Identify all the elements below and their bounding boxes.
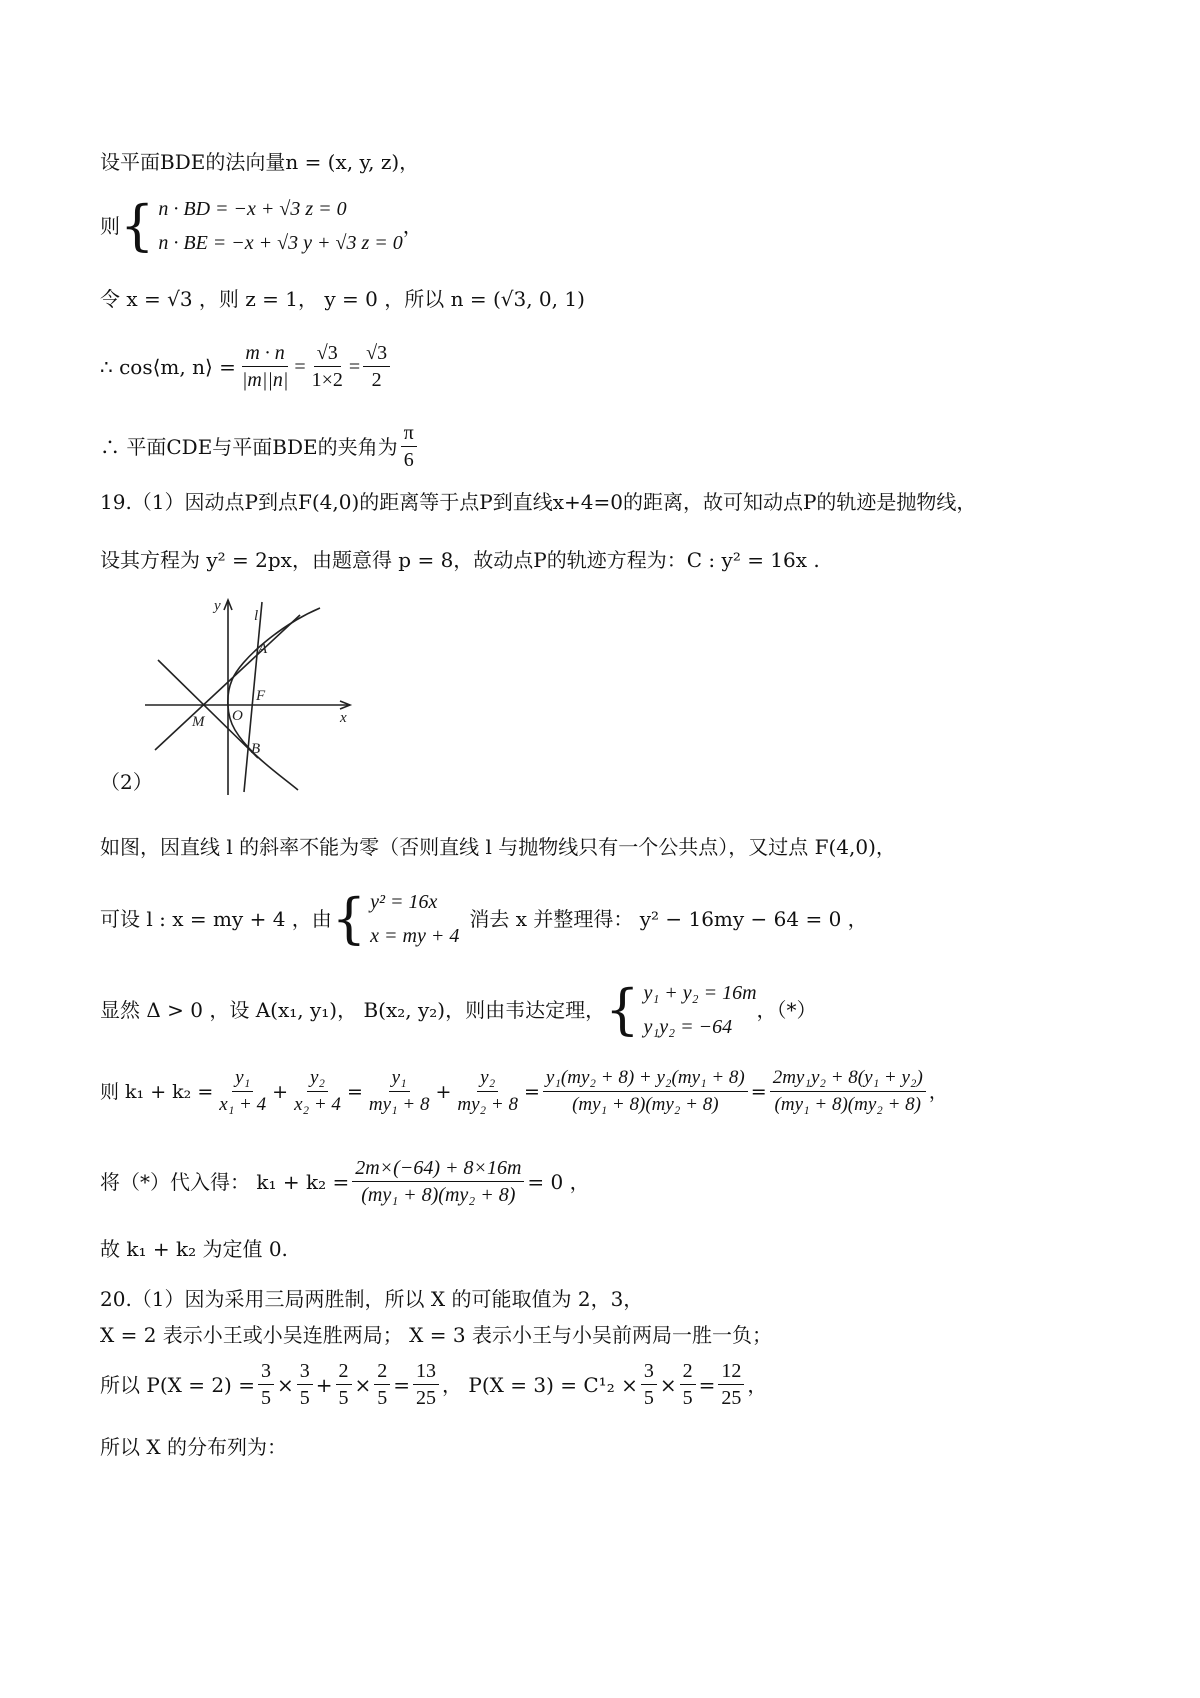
vieta-suffix: ，（*） (756, 998, 817, 1022)
system-block (120, 192, 403, 260)
fraction: $\frac{\text{2my₁y₂ + 8(y₁ + y₂)}}{\text{(my₁ + 8)(my₂ + 8)}}$ (770, 1065, 926, 1118)
fraction: $\frac{\text{y₁}}{\text{my₁ + 8}}$ (368, 1067, 430, 1115)
fraction: $\frac{2m\times(-64) + 8\times 16m}{\text{(my₁ + 8)(my₂ + 8)}}$ (352, 1155, 524, 1208)
q19-equation-line: 设其方程为 y² = 2px，由题意得 p = 8，故动点P的轨迹方程为：C : y² = 16x . (100, 548, 820, 572)
fraction: $\frac{2}{5}$ (374, 1358, 390, 1411)
left-brace-icon: { (605, 978, 640, 1041)
fraction: $\frac{13}{25}$ (413, 1358, 439, 1411)
system-rows (158, 192, 402, 260)
point-F-label: F (256, 688, 266, 704)
line-l-label: l (254, 608, 259, 624)
parabola-figure (140, 590, 360, 800)
left-brace-icon: { (120, 194, 155, 257)
fraction: $\frac{3}{5}$ (641, 1358, 657, 1411)
q20-part1-line: 20.（1）因为采用三局两胜制，所以 X 的可能取值为 2，3， (100, 1287, 644, 1311)
vieta-line (100, 976, 817, 1044)
cosine-lhs: ∴ cos⟨m, n⟩ = (100, 354, 236, 379)
system-prefix: 则 (100, 214, 120, 238)
cosine-line: ∴ cos⟨m, n⟩ = $\frac{m \cdot n}{|m||n|}$ = $\frac{√3}{1\times 2}$ = $\frac{√3}{2}$ (100, 340, 393, 393)
substitute-rhs: = 0 ， (527, 1169, 590, 1194)
fraction: $\frac{m \cdot n}{|m||n|}$ (241, 342, 289, 391)
axis-x-label: x (340, 710, 347, 726)
fraction: $\frac{\text{y₂}}{\text{x₂ + 4}}$ (294, 1067, 341, 1115)
point-M-label: M (192, 714, 205, 730)
probability-line: 所以 P(X = 2) = $\frac{3}{5}$ × $\frac{3}{5}$ + $\frac{2}{5}$ × $\frac{2}{5}$ = $\frac{13}{25}$ ， P(X = 3) = C¹₂ × $\frac{3}{5}$ × $\frac{2}{5}$ = $\frac{12}{25}$ ， (100, 1360, 768, 1409)
angle-conclusion-line (100, 420, 420, 473)
fraction: $\frac{\text{y₂}}{\text{my₂ + 8}}$ (457, 1067, 518, 1115)
fraction: $\frac{2}{5}$ (680, 1358, 696, 1411)
q19-part1-line: 19.（1）因动点P到点F(4,0)的距离等于点P到直线x+4=0的距离，故可知动点P的轨迹是抛物线， (100, 490, 977, 514)
fraction: $\frac{3}{5}$ (297, 1358, 313, 1411)
point-O-label: O (232, 708, 243, 724)
constant-conclusion: 故 k₁ + k₂ 为定值 0. (100, 1237, 288, 1261)
system-row-1: y₁ + y₂ = 16m (643, 982, 757, 1004)
solve-normal-line: 令 x = √3 ，则 z = 1， y = 0 ，所以 n = (√3, 0, 1) (100, 287, 585, 311)
normal-vector-system (100, 192, 423, 260)
fraction: $\frac{√3}{1\times 2}$ (311, 342, 343, 391)
angle-conclusion-text: ∴ 平面CDE与平面BDE的夹角为 (100, 434, 398, 459)
system-row-1: y² = 16x (370, 891, 438, 913)
fraction: $\frac{√3}{2}$ (363, 340, 390, 393)
probability-mid: ， P(X = 3) = C¹₂ × (442, 1372, 638, 1397)
system-row-2: n · BE = −x + √3 y + √3 z = 0 (158, 232, 403, 254)
q19-part2-label: （2） (100, 770, 153, 794)
fraction: $\frac{12}{25}$ (718, 1358, 744, 1411)
q19-slope-line: 如图，因直线 l 的斜率不能为零（否则直线 l 与抛物线只有一个公共点），又过点 F(4,0)， (100, 835, 896, 859)
q20-meaning-line: X = 2 表示小王或小吴连胜两局； X = 3 表示小王与小吴前两局一胜一负； (100, 1323, 772, 1347)
fraction: $\frac{\text{y₁(my₂ + 8) + y₂(my₁ + 8)}}{\text{(my₁ + 8)(my₂ + 8)}}$ (543, 1065, 748, 1118)
probability-lhs: 所以 P(X = 2) = (100, 1372, 255, 1397)
substitute-lhs: 将（*）代入得： k₁ + k₂ = (100, 1169, 350, 1194)
line-setup (100, 885, 868, 953)
normal-vector-line: 设平面BDE的法向量n = (x, y, z)， (100, 150, 420, 174)
system-block (605, 976, 756, 1044)
fraction: $\frac{3}{5}$ (258, 1358, 274, 1411)
fraction: $\frac{2}{5}$ (336, 1358, 352, 1411)
line-MB (158, 660, 261, 758)
point-B-label: B (251, 741, 261, 757)
system-block (332, 885, 460, 953)
axis-y-label: y (214, 598, 221, 614)
point-A-label: A (258, 641, 268, 657)
fraction: $\frac{\text{y₁}}{\text{x₁ + 4}}$ (219, 1067, 267, 1115)
slope-sum-line: 则 k₁ + k₂ = $\frac{\text{y₁}}{\text{x₁ + 4}}$ + $\frac{\text{y₂}}{\text{x₂ + 4}}$ = $\frac{\text{y₁}}{\text{my₁ + 8}}$ + $\frac{\text{y₂}}{\text{my₂ + 8}}$ = $\frac{\text{y₁(my₂ + 8) + y₂(my₁ + 8)}}{\text{(my₁ + 8)(my₂ + 8)}}$ = $\frac{\text{2my₁y₂ + 8(y₁ + y₂)}}{\text{(my₁ + 8)(my₂ + 8)}}$ ， (100, 1065, 948, 1118)
parabola-curve (228, 608, 320, 790)
eliminate-text: 消去 x 并整理得： y² − 16my − 64 = 0 ， (469, 907, 868, 931)
system-rows (643, 976, 756, 1044)
left-brace-icon: { (331, 887, 367, 950)
distribution-heading: 所以 X 的分布列为： (100, 1435, 287, 1459)
line-setup-text: 可设 l : x = my + 4 ，由 (100, 907, 332, 931)
fraction: $\frac{\pi}{6}$ (401, 420, 417, 473)
vieta-text: 显然 Δ > 0 ，设 A(x₁, y₁)， B(x₂, y₂)，则由韦达定理， (100, 998, 606, 1022)
system-row-2: y₁y₂ = −64 (643, 1016, 733, 1038)
slope-sum-lhs: 则 k₁ + k₂ = (100, 1080, 214, 1103)
substitute-line (100, 1155, 590, 1208)
system-row-1: n · BD = −x + √3 z = 0 (158, 198, 347, 220)
system-row-2: x = my + 4 (370, 925, 460, 947)
system-rows (370, 885, 459, 953)
system-suffix: ， (402, 214, 423, 238)
